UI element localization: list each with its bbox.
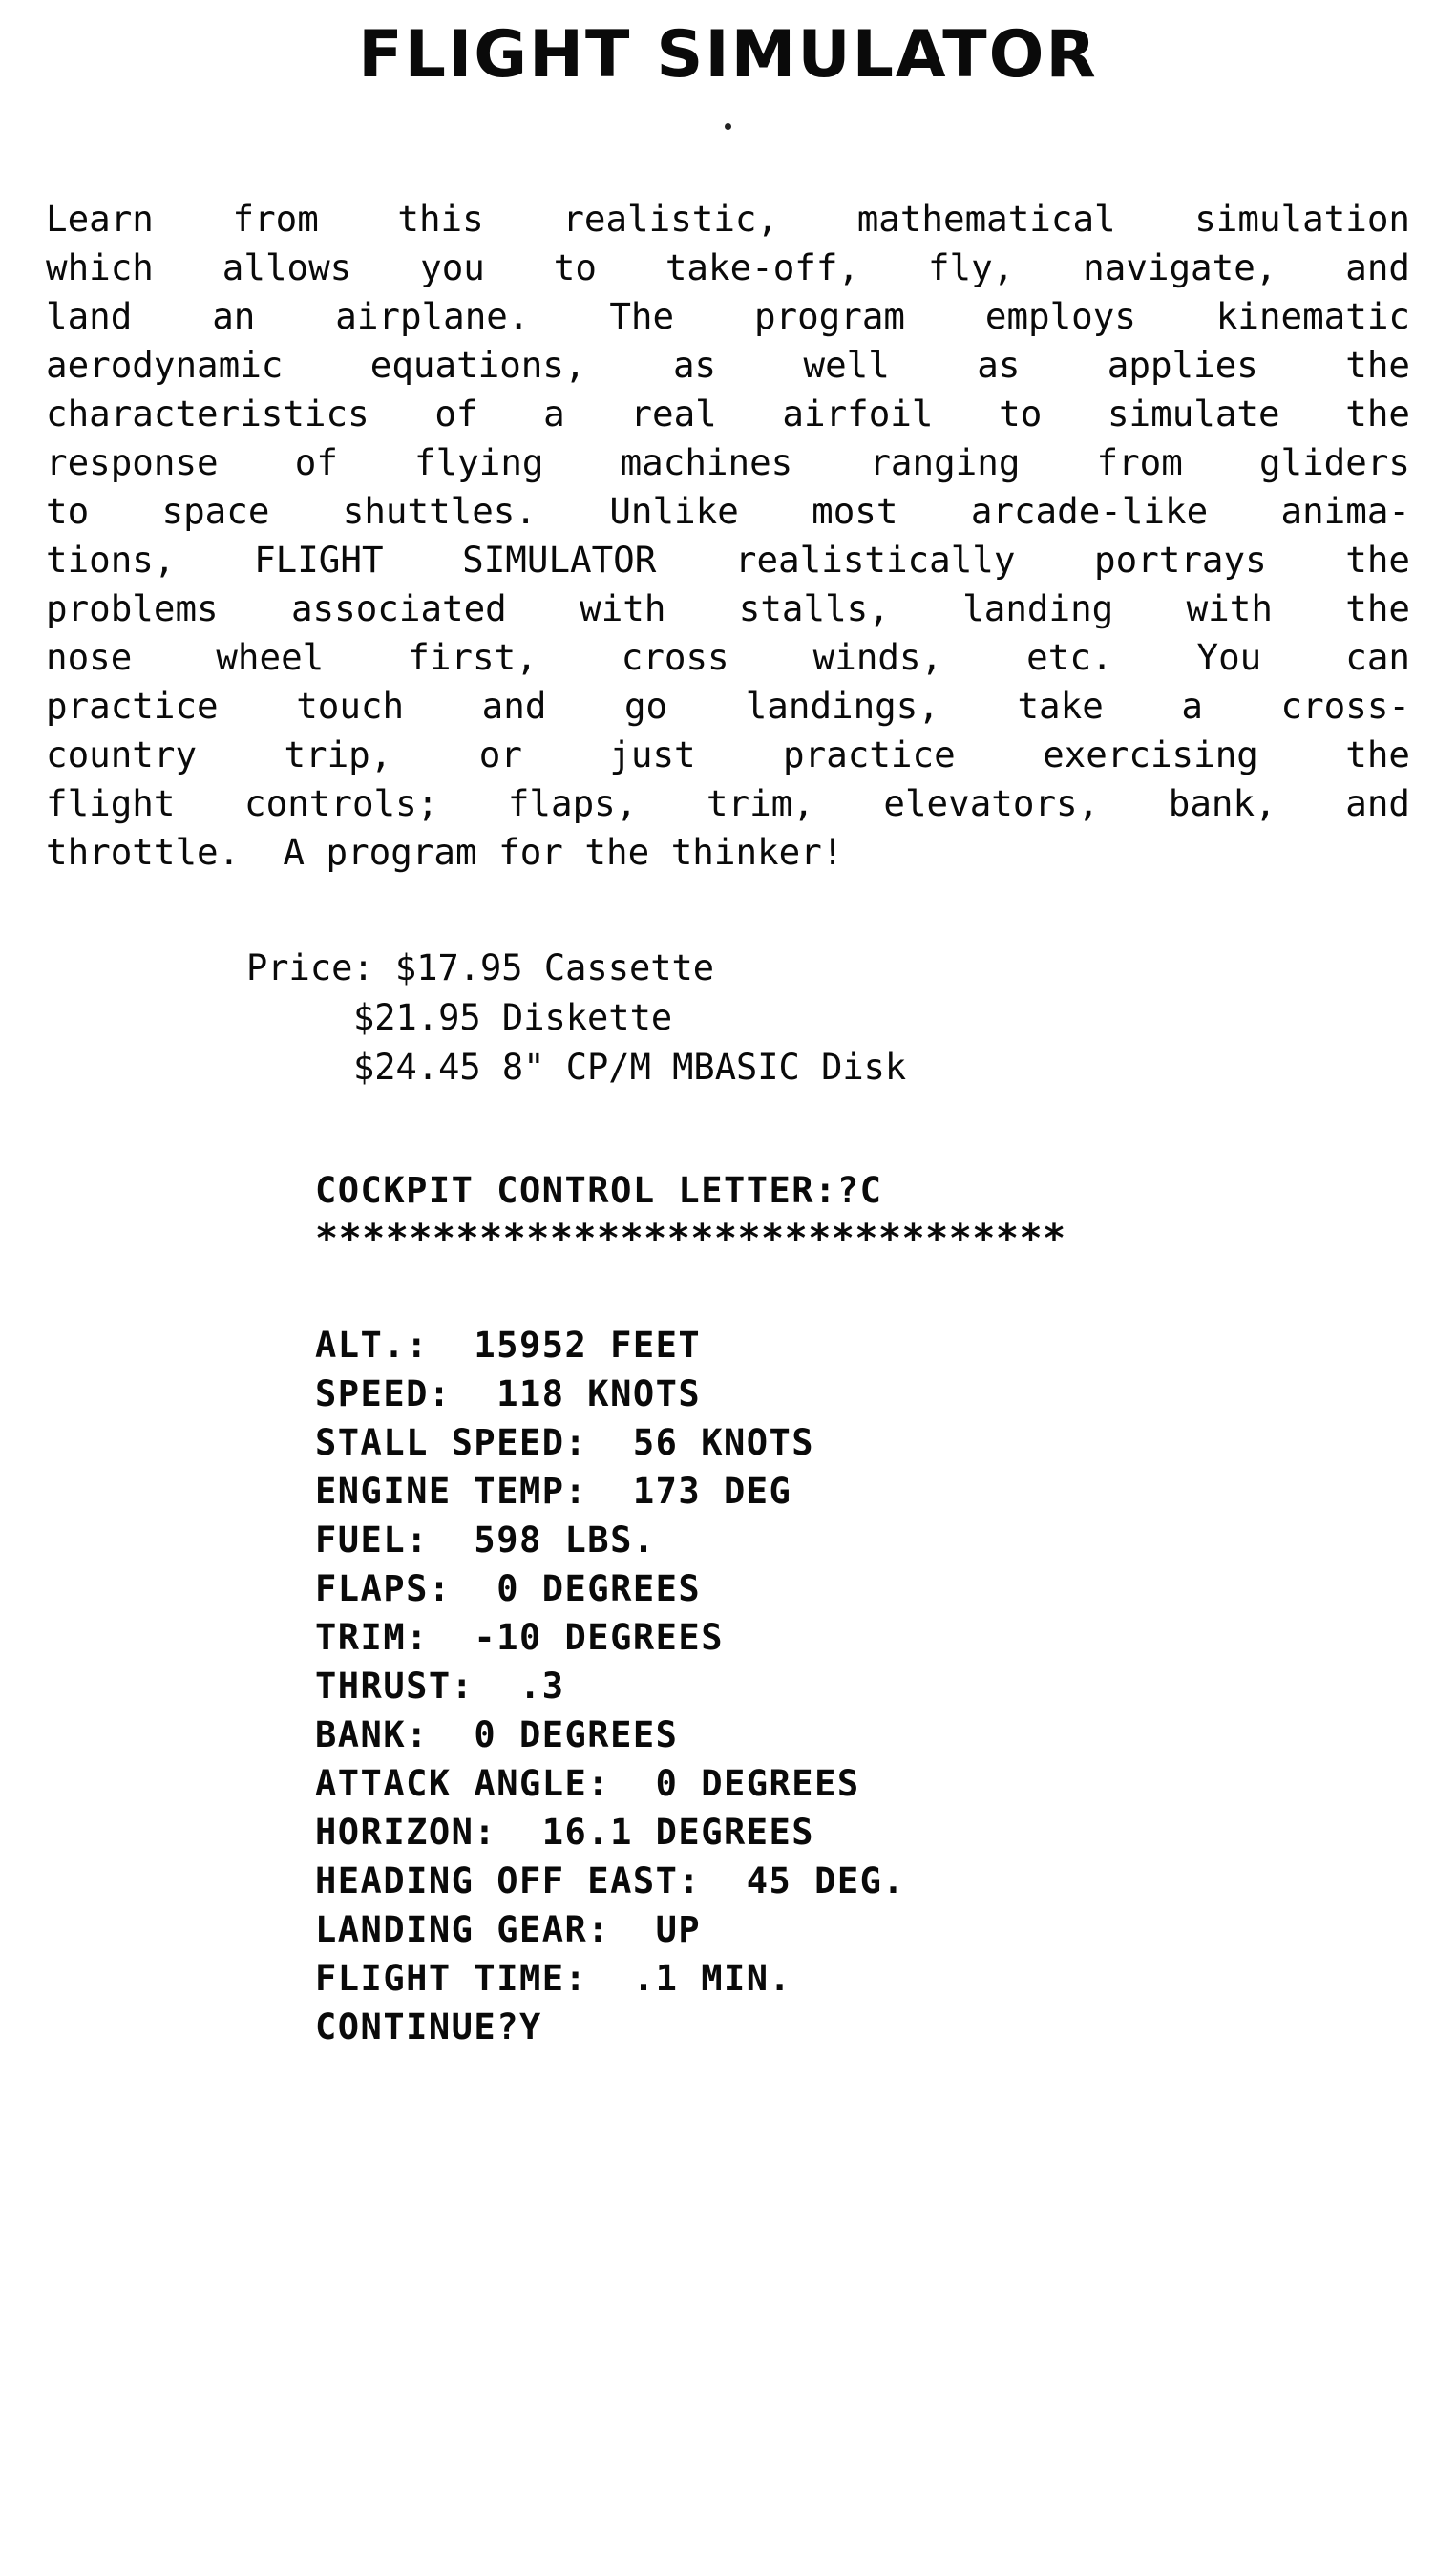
- price-line: $21.95 Diskette: [353, 997, 673, 1039]
- scan-artifact-dot: [725, 123, 731, 130]
- price-line-first: Price: $17.95 Cassette: [246, 947, 715, 989]
- description-line: nose wheel first, cross winds, etc. You can: [46, 636, 1410, 679]
- page-title-word-2: SIMULATOR: [656, 17, 1098, 93]
- readout-line-attack-angle: ATTACK ANGLE: 0 DEGREES: [315, 1763, 860, 1805]
- readout-line-bank: BANK: 0 DEGREES: [315, 1714, 679, 1756]
- separator-asterisks: ********************************: [315, 1217, 1066, 1262]
- description-block: [0, 195, 1456, 877]
- readout-line-altitude: ALT.: 15952 FEET: [315, 1325, 702, 1367]
- description-line: country trip, or just practice exercising the: [46, 733, 1410, 776]
- description-line: problems associated with stalls, landing with the: [46, 587, 1410, 630]
- readout-line-stall-speed: STALL SPEED: 56 KNOTS: [315, 1422, 815, 1464]
- readout-line-engine-temp: ENGINE TEMP: 173 DEG: [315, 1471, 792, 1513]
- document-page: [0, 17, 1456, 2549]
- readout-line-flight-time: FLIGHT TIME: .1 MIN.: [315, 1958, 792, 2000]
- price-line: $24.45 8" CP/M MBASIC Disk: [353, 1047, 907, 1089]
- description-line: throttle. A program for the thinker!: [46, 831, 844, 874]
- description-line: response of flying machines ranging from gliders: [46, 441, 1410, 484]
- description-line: which allows you to take-off, fly, navigate, and: [46, 246, 1410, 289]
- readout-line-landing-gear: LANDING GEAR: UP: [315, 1909, 702, 1951]
- readout-line-continue-prompt: CONTINUE?Y: [315, 2007, 542, 2049]
- price-block: [0, 944, 1456, 1093]
- description-line: Learn from this realistic, mathematical simulation: [46, 198, 1410, 241]
- terminal-output-block: [0, 1167, 1456, 2051]
- description-line: land an airplane. The program employs kinematic: [46, 295, 1410, 338]
- description-line: aerodynamic equations, as well as applies the: [46, 344, 1410, 387]
- cockpit-control-prompt: COCKPIT CONTROL LETTER:?C: [315, 1170, 883, 1212]
- readout-line-flaps: FLAPS: 0 DEGREES: [315, 1568, 702, 1610]
- readout-line-trim: TRIM: -10 DEGREES: [315, 1617, 724, 1659]
- page-title: [0, 17, 1456, 93]
- description-line: characteristics of a real airfoil to simulate the: [46, 393, 1410, 435]
- page-title-word-1: FLIGHT: [358, 17, 632, 93]
- description-line: to space shuttles. Unlike most arcade-like anima-: [46, 490, 1410, 533]
- description-line: tions, FLIGHT SIMULATOR realistically portrays the: [46, 539, 1410, 582]
- cockpit-readout-list: [315, 1321, 1456, 2051]
- description-line: flight controls; flaps, trim, elevators, bank, and: [46, 782, 1410, 825]
- readout-line-horizon: HORIZON: 16.1 DEGREES: [315, 1812, 815, 1854]
- readout-line-heading: HEADING OFF EAST: 45 DEG.: [315, 1860, 906, 1902]
- readout-line-thrust: THRUST: .3: [315, 1666, 565, 1708]
- description-line: practice touch and go landings, take a cross-: [46, 685, 1410, 728]
- readout-line-speed: SPEED: 118 KNOTS: [315, 1373, 702, 1415]
- readout-line-fuel: FUEL: 598 LBS.: [315, 1519, 656, 1561]
